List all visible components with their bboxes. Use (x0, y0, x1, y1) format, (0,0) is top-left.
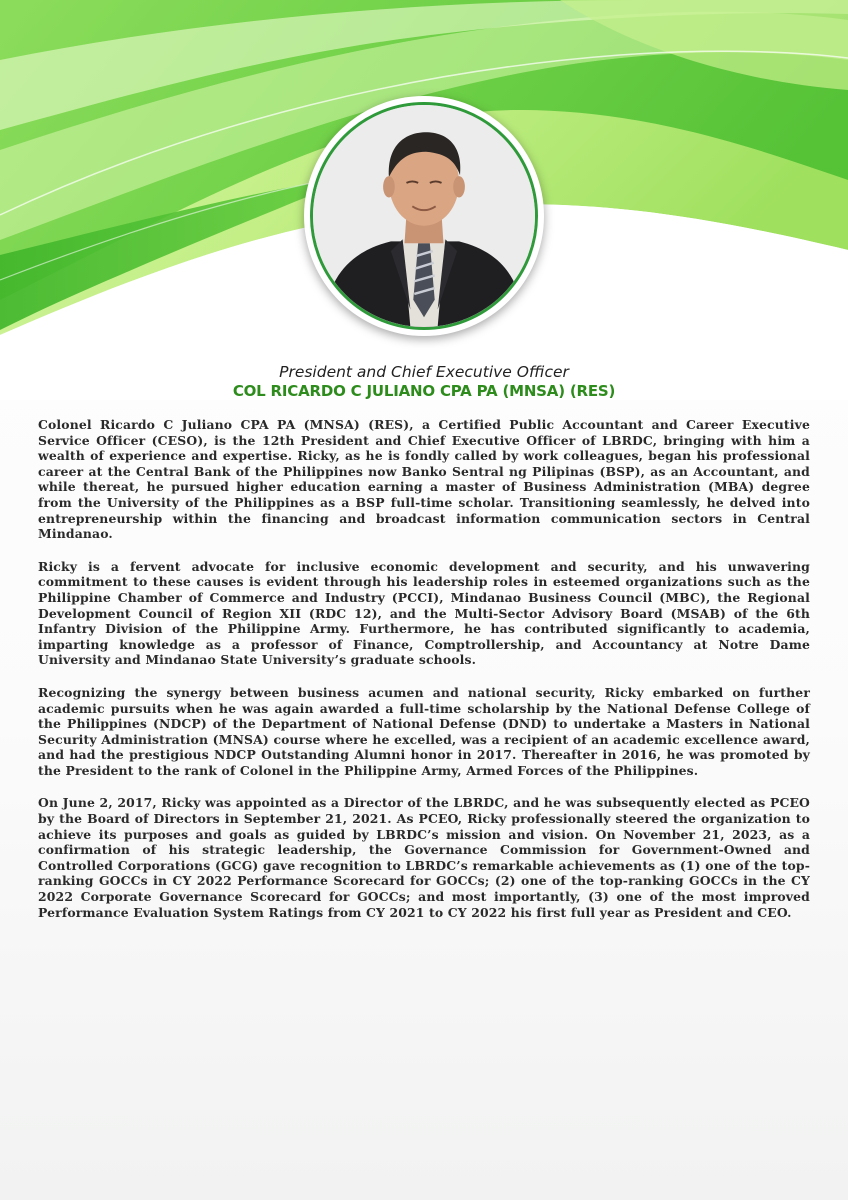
bio-paragraph: On June 2, 2017, Ricky was appointed as a Director of the LBRDC, and he was subsequently elected as PCEO by the Board of Directors in September 21, 2021. As PCEO, Ricky professionally steered the organization to achieve its purposes and goals as guided by LBRDC’s mission and vision. On November 21, 2023, as a confirmation of his strategic leadership, the Governance Commission for Government-Owned and Controlled Corporations (GCG) gave recognition to LBRDC’s remarkable achievements as (1) one of the top-ranking GOCCs in CY 2022 Performance Scorecard for GOCCs; (2) one of the top-ranking GOCCs in the CY 2022 Corporate Governance Scorecard for GOCCs; and most importantly, (3) one of the most improved Performance Evaluation System Ratings from CY 2021 to CY 2022 his first full year as President and CEO. (38, 795, 810, 920)
title-block (0, 362, 848, 401)
bio-paragraph: Recognizing the synergy between business acumen and national security, Ricky embarked on further academic pursuits when he was again awarded a full-time scholarship by the National Defense College of the Philippines (NDCP) of the Department of National Defense (DND) to undertake a Masters in National Security Administration (MNSA) course where he excelled, was a recipient of an academic excellence award, and had the prestigious NDCP Outstanding Alumni honor in 2017. Thereafter in 2016, he was promoted by the President to the rank of Colonel in the Philippine Army, Armed Forces of the Philippines. (38, 684, 810, 778)
portrait-illustration (313, 105, 535, 327)
bio-paragraph: Colonel Ricardo C Juliano CPA PA (MNSA) (RES), a Certified Public Accountant and Career Executive Service Officer (CESO), is the 12th President and Chief Executive Officer of LBRDC, bringing with him a wealth of experience and expertise. Ricky, as he is fondly called by work colleagues, began his professional career at the Central Bank of the Philippines now Banko Sentral ng Pilipinas (BSP), as an Accountant, and while thereat, he pursued higher education earning a master of Business Administration (MBA) degree from the University of the Philippines as a BSP full-time scholar. Transitioning seamlessly, he delved into entrepreneurship within the financing and broadcast information communication sectors in Central Mindanao. (38, 417, 810, 542)
biography (38, 417, 810, 937)
portrait-photo-icon (310, 102, 538, 330)
portrait-frame (304, 96, 544, 336)
person-name: COL RICARDO C JULIANO CPA PA (MNSA) (RES) (232, 382, 616, 400)
position-title: President and Chief Executive Officer (279, 363, 569, 381)
bio-paragraph: Ricky is a fervent advocate for inclusive economic development and security, and his unwavering commitment to these causes is evident through his leadership roles in esteemed organizations such as the Philippine Chamber of Commerce and Industry (PCCI), Mindanao Business Council (MBC), the Regional Development Council of Region XII (RDC 12), and the Multi-Sector Advisory Board (MSAB) of the 6th Infantry Division of the Philippine Army. Furthermore, he has contributed significantly to academia, imparting knowledge as a professor of Finance, Comptrollership, and Accountancy at Notre Dame University and Mindanao State University’s graduate schools. (38, 558, 810, 668)
